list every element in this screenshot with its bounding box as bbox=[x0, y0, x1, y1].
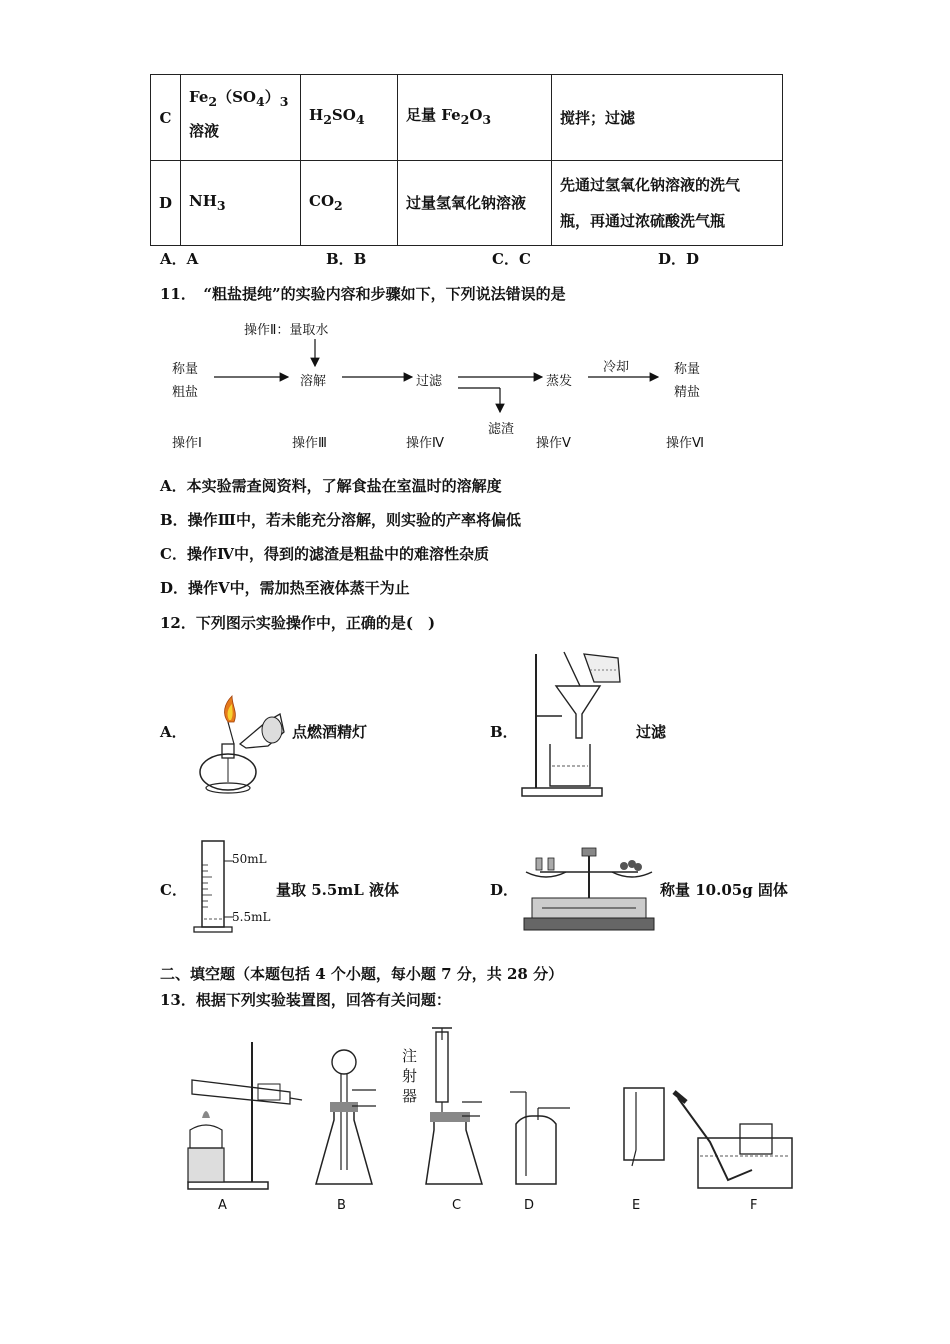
flow-evaporate: 蒸发 bbox=[546, 374, 573, 389]
apparatus-d bbox=[510, 1092, 570, 1184]
q12-option-c-caption: 量取 5.5mL 液体 bbox=[276, 881, 399, 899]
flow-filter: 过滤 bbox=[416, 374, 443, 389]
apparatus-e bbox=[624, 1088, 664, 1166]
question-11-stem: 11． “粗盐提纯”的实验内容和步骤如下，下列说法错误的是 bbox=[160, 285, 566, 303]
apparatus-f bbox=[674, 1092, 792, 1188]
flow-start-line2: 粗盐 bbox=[172, 385, 199, 400]
reagent-cell: 过量氢氧化钠溶液 bbox=[398, 161, 552, 246]
flow-op-5: 操作Ⅴ bbox=[536, 436, 571, 451]
method-cell: 搅拌；过滤 bbox=[552, 75, 783, 161]
flow-start-line1: 称量 bbox=[172, 362, 199, 377]
answer-option-c[interactable]: C．C bbox=[492, 250, 531, 268]
flow-end-line2: 精盐 bbox=[674, 385, 701, 400]
q12-option-d-letter[interactable]: D． bbox=[490, 881, 519, 899]
apparatus-label-e: E bbox=[632, 1198, 641, 1213]
impurity-cell: $H_2SO_4$ bbox=[301, 75, 398, 161]
apparatus-a bbox=[188, 1042, 302, 1189]
method-cell: 先通过氢氧化钠溶液的洗气 瓶，再通过浓硫酸洗气瓶 bbox=[552, 161, 783, 246]
q12-option-a-letter[interactable]: A． bbox=[160, 723, 187, 741]
q12-option-b-letter[interactable]: B． bbox=[490, 723, 518, 741]
row-letter: C bbox=[151, 75, 181, 161]
apparatus-label-a: A bbox=[218, 1198, 227, 1213]
q11-option-c[interactable]: C．操作Ⅳ中，得到的滤渣是粗盐中的难溶性杂质 bbox=[160, 545, 489, 563]
flow-op-4: 操作Ⅳ bbox=[406, 436, 444, 451]
q12-option-c-letter[interactable]: C． bbox=[160, 881, 187, 899]
flow-op-6: 操作Ⅵ bbox=[666, 436, 704, 451]
q11-option-b[interactable]: B．操作Ⅲ中，若未能充分溶解，则实验的产率将偏低 bbox=[160, 511, 521, 529]
apparatus-label-d: D bbox=[524, 1198, 535, 1213]
cylinder-mark-top: 50mL bbox=[232, 852, 267, 866]
flow-op2-label: 操作Ⅱ：量取水 bbox=[244, 323, 329, 338]
apparatus-b bbox=[316, 1050, 376, 1184]
answer-option-d[interactable]: D．D bbox=[658, 250, 700, 268]
q11-option-a[interactable]: A．本实验需查阅资料，了解食盐在室温时的溶解度 bbox=[160, 477, 502, 495]
filtration-apparatus-icon bbox=[514, 648, 644, 798]
apparatus-label-f: F bbox=[750, 1198, 758, 1213]
q12-option-b-caption: 过滤 bbox=[636, 723, 667, 741]
flow-end-line1: 称量 bbox=[674, 362, 701, 377]
apparatus-label-c: C bbox=[452, 1198, 462, 1213]
apparatus-c bbox=[426, 1028, 482, 1184]
flow-op-3: 操作Ⅲ bbox=[292, 436, 327, 451]
alcohol-lamp-icon bbox=[188, 692, 288, 800]
q12-option-d-caption: 称量 10.05g 固体 bbox=[660, 881, 788, 899]
reagent-cell: 足量 $Fe_2O_3$ bbox=[398, 75, 552, 161]
q11-option-d[interactable]: D．操作Ⅴ中，需加热至液体蒸干为止 bbox=[160, 579, 410, 597]
section-2-title: 二、填空题（本题包括 4 个小题，每小题 7 分，共 28 分） bbox=[160, 965, 564, 983]
apparatus-label-b: B bbox=[337, 1198, 346, 1213]
row-letter: D bbox=[151, 161, 181, 246]
impurity-cell: $CO_2$ bbox=[301, 161, 398, 246]
flow-op-1: 操作Ⅰ bbox=[172, 436, 202, 451]
answer-option-b[interactable]: B．B bbox=[326, 250, 367, 268]
answer-option-a[interactable]: A．A bbox=[160, 250, 199, 268]
question-13-stem: 13．根据下列实验装置图，回答有关问题： bbox=[160, 991, 451, 1009]
substance-cell: $NH_3$ bbox=[181, 161, 301, 246]
flow-dissolve: 溶解 bbox=[300, 374, 327, 389]
question-12-stem: 12．下列图示实验操作中，正确的是( ) bbox=[160, 614, 436, 632]
q12-option-a-caption: 点燃酒精灯 bbox=[292, 723, 368, 741]
cylinder-mark-bottom: 5.5mL bbox=[232, 910, 271, 924]
flow-arrows bbox=[0, 0, 950, 470]
apparatus-set bbox=[180, 1020, 800, 1200]
syringe-label: 注 射 器 bbox=[402, 1047, 418, 1105]
substance-cell: $Fe_2(SO_4)_3$ 溶液 bbox=[181, 75, 301, 161]
flow-residue: 滤渣 bbox=[488, 422, 515, 437]
flow-cool: 冷却 bbox=[603, 360, 630, 375]
balance-scale-icon bbox=[520, 844, 658, 934]
